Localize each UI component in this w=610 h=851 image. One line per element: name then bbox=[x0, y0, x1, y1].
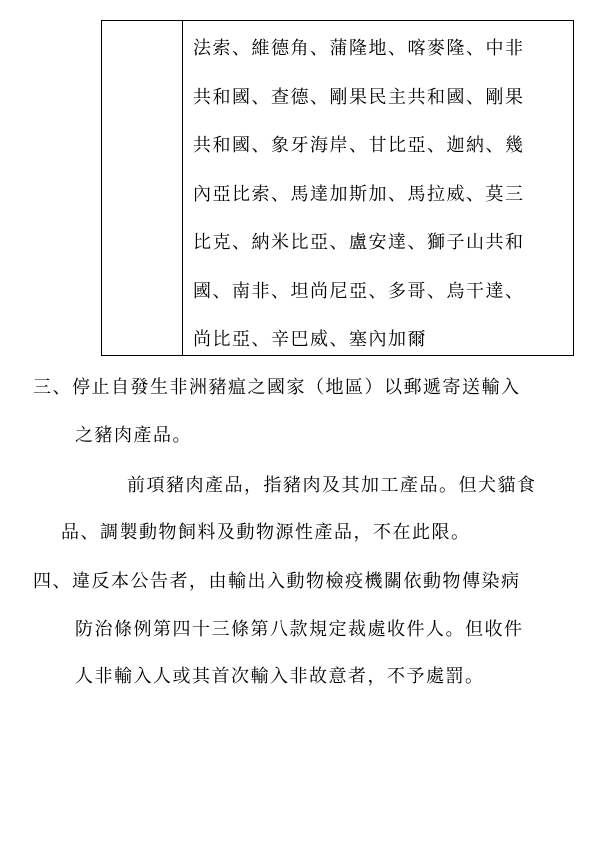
item4-line1: 四、違反本公告者，由輸出入動物檢疫機關依動物傳染病 bbox=[33, 571, 521, 592]
item4-line2: 防治條例第四十三條第八款規定裁處收件人。但收件 bbox=[75, 619, 524, 640]
table-column-divider bbox=[182, 21, 183, 355]
country-list-line: 共和國、象牙海岸、甘比亞、迦納、幾 bbox=[193, 135, 525, 156]
item3-note-line2: 品、調製動物飼料及動物源性產品，不在此限。 bbox=[61, 522, 471, 543]
country-list-line: 內亞比索、馬達加斯加、馬拉威、莫三 bbox=[193, 183, 525, 205]
country-list-line: 國、南非、坦尚尼亞、多哥、烏干達、 bbox=[193, 280, 525, 302]
item3-note-line1: 前項豬肉產品，指豬肉及其加工產品。但犬貓食 bbox=[127, 475, 537, 496]
country-list-line: 比克、納米比亞、盧安達、獅子山共和 bbox=[193, 232, 525, 253]
country-list-cell bbox=[193, 37, 573, 377]
country-list-line: 法索、維德角、蒲隆地、喀麥隆、中非 bbox=[193, 38, 525, 59]
item3-line2: 之豬肉產品。 bbox=[75, 425, 192, 446]
country-list-line: 共和國、查德、剛果民主共和國、剛果 bbox=[193, 86, 525, 108]
item4-line3: 人非輸入人或其首次輸入非故意者，不予處罰。 bbox=[75, 666, 485, 687]
country-list-line: 尚比亞、辛巴威、塞內加爾 bbox=[193, 329, 427, 350]
item3-line1: 三、停止自發生非洲豬瘟之國家（地區）以郵遞寄送輸入 bbox=[33, 377, 521, 398]
country-table bbox=[101, 20, 574, 356]
